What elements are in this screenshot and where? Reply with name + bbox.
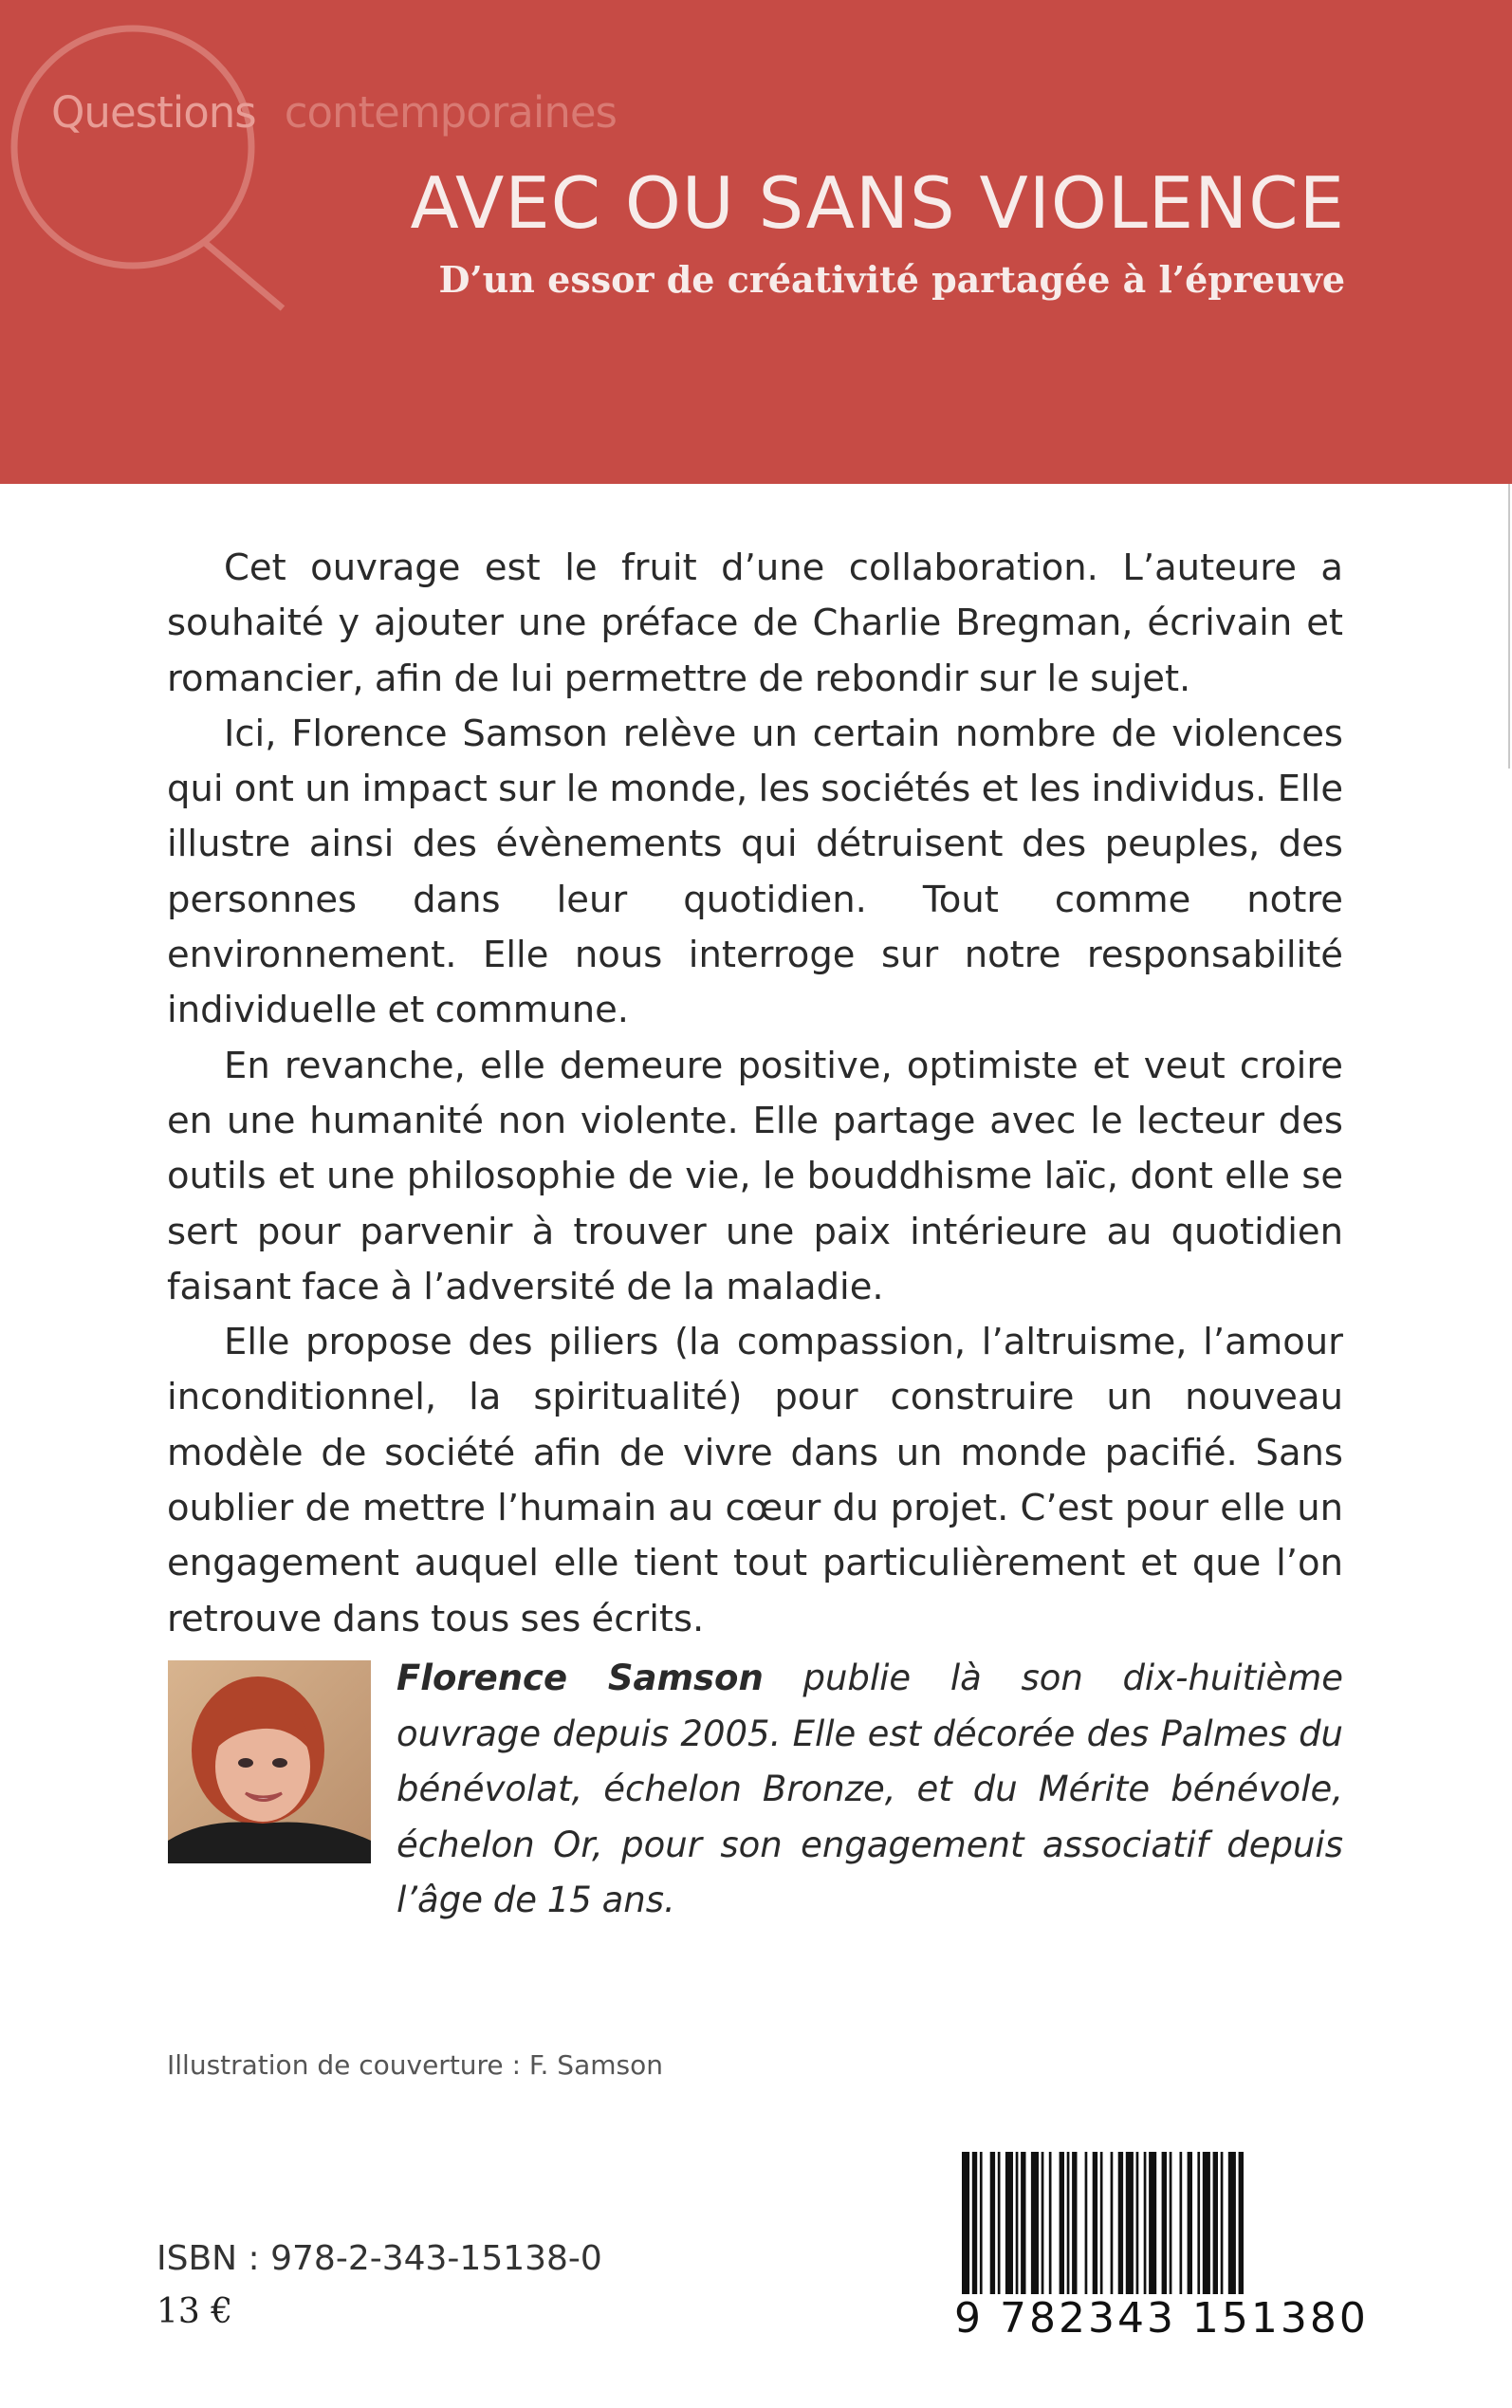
blurb-paragraph: Cet ouvrage est le fruit d’une collaboration. L’auteure a souhaité y ajouter une préface de Charlie Bregman, écrivain et romancier, afin de lui permettre de rebondir sur le sujet.: [167, 546, 1343, 700]
isbn: ISBN : 978-2-343-15138-0: [157, 2239, 602, 2278]
blurb-paragraph: En revanche, elle demeure positive, optimiste et veut croire en une humanité non violente. Elle partage avec le lecteur des outils et une philosophie de vie, le bouddhisme laïc, dont elle se sert pour parvenir à trouver une paix intérieure au quotidien faisant face à l’adversité de la maladie.: [167, 1044, 1343, 1308]
illustration-credit: Illustration de couverture : F. Samson: [167, 2049, 663, 2081]
cover-header-band: [0, 0, 1512, 484]
author-bio: [396, 1651, 1343, 1929]
blurb: [167, 541, 1343, 1647]
series-q-logo: [0, 0, 304, 323]
blurb-paragraph: Elle propose des piliers (la compassion, l’altruisme, l’amour inconditionnel, la spiritualité) pour construire un nouveau modèle de société afin de vivre dans un monde pacifié. Sans oublier de mettre l’humain au cœur du projet. C’est pour elle un engagement auquel elle tient tout particulièrement et que l’on retrouve dans tous ses écrits.: [167, 1321, 1343, 1640]
blurb-paragraph: Ici, Florence Samson relève un certain nombre de violences qui ont un impact sur le monde, les sociétés et les individus. Elle illustre ainsi des évènements qui détruisent des peuples, des personnes dans leur quotidien. Tout comme notre environnement. Elle nous interroge sur notre responsabilité individuelle et commune.: [167, 712, 1343, 1032]
price: 13 €: [157, 2292, 233, 2331]
book-subtitle: D’un essor de créativité partagée à l’épreuve: [438, 258, 1345, 301]
book-title: AVEC OU SANS VIOLENCE: [410, 161, 1345, 245]
page-edge-line: [1508, 484, 1510, 769]
author-bio-text: publie là son dix-huitième ouvrage depuis 2005. Elle est décorée des Palmes du bénévolat, échelon Bronze, et du Mérite bénévole, échelon Or, pour son engagement associatif depuis l’âge de 15 ans.: [396, 1658, 1343, 1920]
series-word-questions: Questions: [51, 87, 256, 138]
author-photo: [168, 1660, 371, 1863]
series-name: [51, 87, 617, 138]
barcode-digits: 9 782343 151380: [954, 2294, 1369, 2343]
series-word-contemporaines: contemporaines: [284, 87, 618, 138]
author-name: Florence Samson: [396, 1658, 764, 1698]
